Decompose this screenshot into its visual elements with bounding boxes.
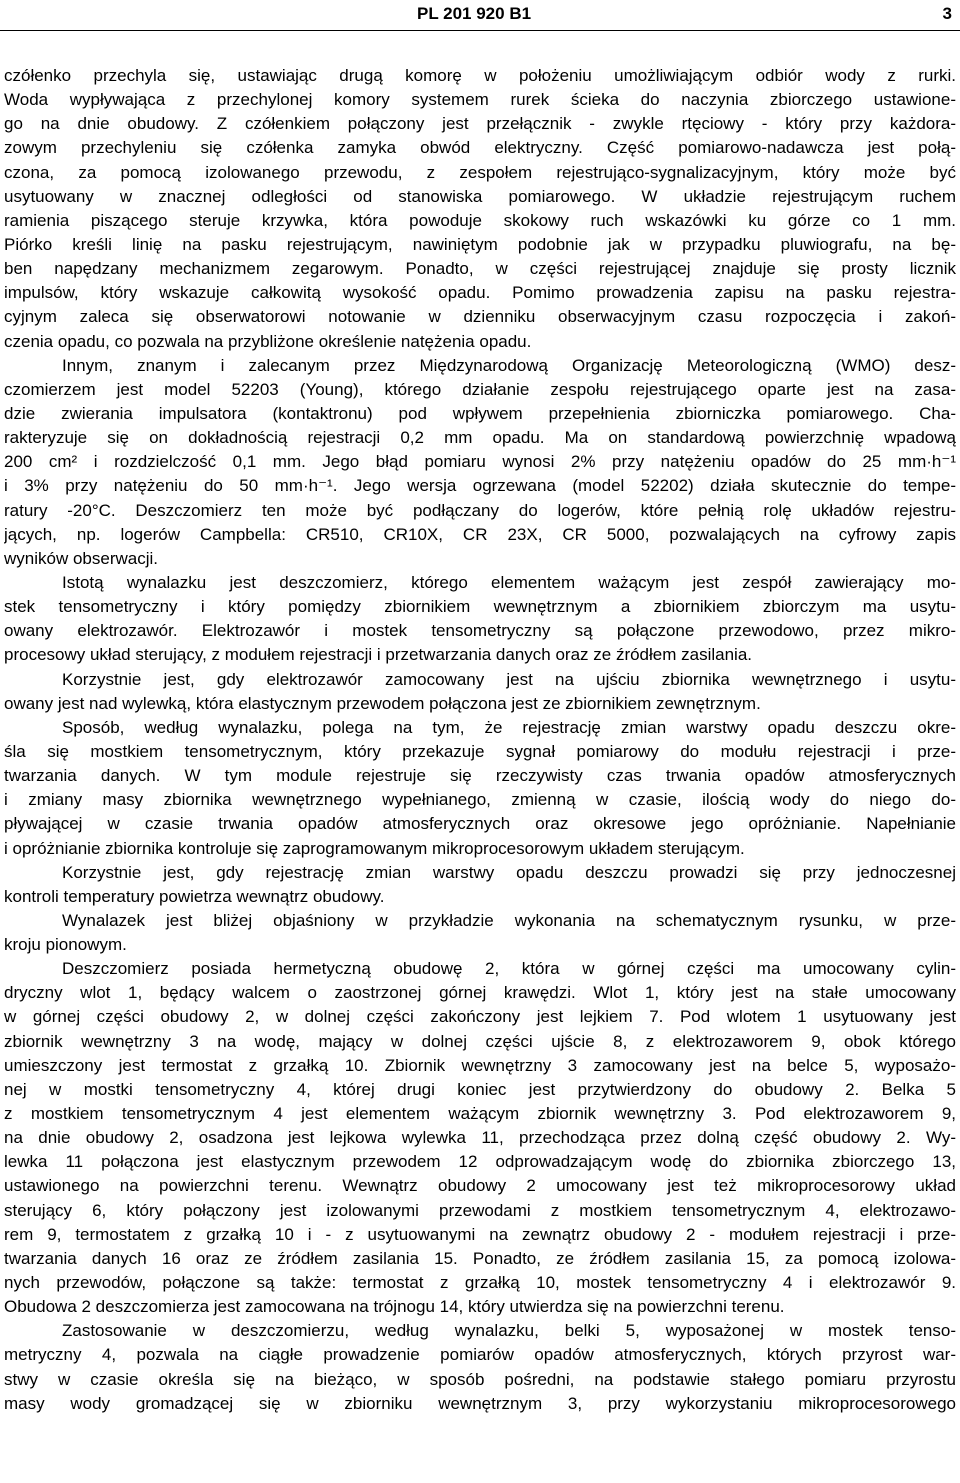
text-line: Zastosowanie w deszczomierzu, według wynalazku, belki 5, wyposażonej w mostek tenso- bbox=[62, 1321, 956, 1341]
text-line: rakteryzuje się on dokładnością rejestracji 0,2 mm opadu. Ma on standardową powierzchnię wpadową bbox=[4, 428, 956, 448]
text-line: czomierzem jest model 52203 (Young), którego działanie zespołu rejestrującego oparte jest na zasa- bbox=[4, 379, 956, 399]
text-line: ben napędzany mechanizmem zegarowym. Ponadto, w części rejestrującej znajduje się prosty licznik bbox=[4, 259, 956, 279]
text-line: i 3% przy natężeniu do 50 mm·h⁻¹. Jego wersja ogrzewana (model 52202) działa skutecznie do tempe- bbox=[4, 476, 956, 496]
text-line: w górnej części obudowy 2, w dolnej części zakończony jest lejkiem 7. Pod wlotem 1 usytuowany jest bbox=[4, 1007, 956, 1027]
patent-number: PL 201 920 B1 bbox=[417, 4, 532, 23]
text-line: na dnie obudowy 2, osadzona jest lejkowa wylewka 11, przechodząca przez dolną część obudowy 2. Wy- bbox=[4, 1128, 956, 1148]
text-line: umieszczony jest termostat z grzałką 10. Zbiornik wewnętrzny 3 zamocowany jest na belce 5, wyposażo- bbox=[4, 1055, 956, 1075]
header-divider bbox=[0, 30, 960, 31]
text-line: metryczny 4, pozwala na ciągłe prowadzenie pomiarów opadów atmosferycznych, których przyrost war- bbox=[4, 1345, 956, 1365]
text-line: czenia opadu, co pozwala na przybliżone określenie natężenia opadu. bbox=[4, 331, 532, 351]
text-line: 200 cm² i rozdzielczość 0,1 mm. Jego błąd pomiaru wynosi 2% przy natężeniu opadów do 25 mm·h⁻¹ bbox=[4, 452, 956, 472]
text-line: sterujący 6, który połączony jest izolowanymi przewodami z mostkiem tensometrycznym 4, elektrozawo- bbox=[4, 1200, 956, 1220]
text-line: czona, za pomocą izolowanego przewodu, z zespołem rejestrująco-sygnalizacyjnym, który może być bbox=[4, 162, 956, 182]
text-line: jących, np. logerów Campbella: CR510, CR10X, CR 23X, CR 5000, pozwalających na cyfrowy zapis bbox=[4, 524, 956, 544]
text-line: Woda wypływająca z przechylonej komory systemem rurek ścieka do naczynia zbiorczego ustawione- bbox=[4, 90, 956, 110]
text-line: stek tensometryczny i który pomiędzy zbiornikiem wewnętrznym a zbiornikiem zbiorczym ma usytu- bbox=[4, 597, 956, 617]
text-line: pływającej w czasie trwania opadów atmosferycznych oraz okresowe jego opróżnianie. Napełnianie bbox=[4, 814, 956, 834]
text-line: Innym, znanym i zalecanym przez Międzynarodową Organizację Meteorologiczną (WMO) desz- bbox=[62, 355, 956, 375]
text-line: nych przewodów, połączone są także: termostat z grzałką 10, mostek tensometryczny 4 i elektrozawór 9. bbox=[4, 1273, 956, 1293]
text-line: dzie zwierania impulsatora (kontaktronu) pod wpływem przepełnienia zbiorniczka pomiarowego. Cha- bbox=[4, 403, 956, 423]
text-line: ratury -20°C. Deszczomierz ten może być podłączany do logerów, które pełnią rolę układów rejestru- bbox=[4, 500, 956, 520]
text-line: i zmiany masy zbiornika wewnętrznego wypełnianego, zmienną w czasie, ilością wody do niego do- bbox=[4, 790, 956, 810]
text-line: lewka 11 połączona jest elastycznym przewodem 12 odprowadzającym wodę do zbiornika zbiorczego 13, bbox=[4, 1152, 956, 1172]
text-line: kontroli temperatury powietrza wewnątrz obudowy. bbox=[4, 886, 385, 906]
text-line: Korzystnie jest, gdy rejestrację zmian warstwy opadu deszczu prowadzi się przy jednoczesnej bbox=[62, 862, 956, 882]
text-line: Obudowa 2 deszczomierza jest zamocowana na trójnogu 14, który utwierdza się na powierzchni terenu. bbox=[4, 1297, 785, 1317]
text-line: usytuowany w znacznej odległości od stanowiska pomiarowego. W układzie rejestrującym ruchem bbox=[4, 186, 956, 206]
text-line: z mostkiem tensometrycznym 4 jest elementem ważącym zbiornik wewnętrzny 3. Pod elektrozaworem 9, bbox=[4, 1104, 956, 1124]
body-text bbox=[4, 64, 956, 1416]
text-line: Korzystnie jest, gdy elektrozawór zamocowany jest na ujściu zbiornika wewnętrznego i usytu- bbox=[62, 669, 956, 689]
text-line: rem 9, termostatem z grzałką 10 i - z usytuowanymi na zewnątrz obudowy 2 - modułem rejestracji i prze- bbox=[4, 1224, 956, 1244]
text-line: twarzania danych. W tym module rejestruje się rzeczywisty czas trwania opadów atmosferycznych bbox=[4, 766, 956, 786]
text-line: nej w mostki tensometryczny 4, której drugi koniec jest przytwierdzony do obudowy 2. Belka 5 bbox=[4, 1079, 956, 1099]
text-line: owany jest nad wylewką, która elastycznym przewodem połączona jest ze zbiornikiem zewnętrznym. bbox=[4, 693, 761, 713]
text-line: zbiornik wewnętrzny 3 na wodę, mający w dolnej części ujście 8, z elektrozaworem 9, obok którego bbox=[4, 1031, 956, 1051]
text-line: procesowy układ sterujący, z modułem rejestracji i przetwarzania danych oraz ze źródłem zasilania. bbox=[4, 645, 752, 665]
text-line: Piórko kreśli linię na pasku rejestrującym, nawiniętym podobnie jak w przypadku pluwiografu, na bę- bbox=[4, 234, 956, 254]
text-line: cyjnym zaleca się obserwatorowi notowanie w dzienniku obserwacyjnym czasu rozpoczęcia i zakoń- bbox=[4, 307, 956, 327]
page-number: 3 bbox=[942, 4, 952, 23]
text-line: twarzania danych 16 oraz ze źródłem zasilania 15. Ponadto, ze źródłem zasilania 15, za pomocą izolowa- bbox=[4, 1248, 956, 1268]
page-header bbox=[0, 0, 960, 30]
text-line: Sposób, według wynalazku, polega na tym, że rejestrację zmian warstwy opadu deszczu okre- bbox=[62, 717, 956, 737]
text-line: Wynalazek jest bliżej objaśniony w przykładzie wykonania na schematycznym rysunku, w prze- bbox=[62, 910, 956, 930]
text-line: zowym przechyleniu się czółenka zamyka obwód elektryczny. Część pomiarowo-nadawcza jest połą- bbox=[4, 138, 956, 158]
text-line: masy wody gromadzącej się w zbiorniku wewnętrznym 3, przy wykorzystaniu mikroprocesorowego bbox=[4, 1393, 956, 1413]
text-line: ustawionego na powierzchni terenu. Wewnątrz obudowy 2 umocowany jest też mikroprocesorowy układ bbox=[4, 1176, 956, 1196]
text-line: ramienia piszącego steruje krzywka, która powoduje skokowy ruch wskazówki ku górze co 1 mm. bbox=[4, 210, 956, 230]
text-line: dryczny wlot 1, będący walcem o zaostrzonej górnej krawędzi. Wlot 1, który jest na stałe umocowany bbox=[4, 983, 956, 1003]
text-line: impulsów, który wskazuje całkowitą wysokość opadu. Pomimo prowadzenia zapisu na pasku rejestra- bbox=[4, 283, 956, 303]
text-line: Istotą wynalazku jest deszczomierz, którego elementem ważącym jest zespół zawierający mo- bbox=[62, 572, 956, 592]
text-line: wyników obserwacji. bbox=[4, 548, 158, 568]
text-line: stwy w czasie określa się na bieżąco, w sposób pośredni, na podstawie stałego pomiaru przyrostu bbox=[4, 1369, 956, 1389]
text-line: owany elektrozawór. Elektrozawór i mostek tensometryczny są połączone przewodowo, przez mikro- bbox=[4, 621, 956, 641]
text-line: i opróżnianie zbiornika kontroluje się zaprogramowanym mikroprocesorowym układem sterującym. bbox=[4, 838, 745, 858]
text-line: go na dnie obudowy. Z czółenkiem połączony jest przełącznik - zwykle rtęciowy - który przy każdora- bbox=[4, 114, 956, 134]
text-line: kroju pionowym. bbox=[4, 935, 127, 955]
text-line: Deszczomierz posiada hermetyczną obudowę 2, która w górnej części ma umocowany cylin- bbox=[62, 959, 956, 979]
text-line: czółenko przechyla się, ustawiając drugą komorę w położeniu umożliwiającym odbiór wody z rurki. bbox=[4, 66, 956, 85]
text-line: śla się mostkiem tensometrycznym, który przekazuje sygnał pomiarowy do modułu rejestracji i prze- bbox=[4, 741, 956, 761]
